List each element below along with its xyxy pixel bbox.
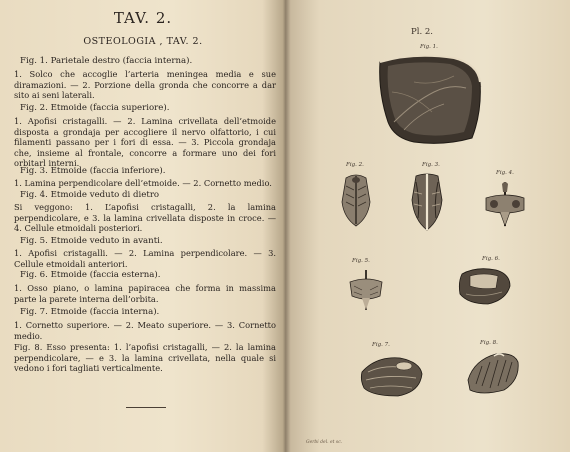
fig8-ethmoid-illustration bbox=[464, 350, 522, 396]
fig1-parietal-illustration bbox=[374, 52, 484, 148]
fig1-marker-1: 1 bbox=[479, 84, 482, 89]
fig1-heading: Fig. 1. Parietale destro (faccia interna). bbox=[20, 56, 193, 66]
fig1-label: Fig. 1. bbox=[420, 44, 438, 50]
fig2-description: 1. Apofisi cristagalli. — 2. Lamina crivellata dell’etmoide disposta a grondaja per accogliere il nervo olfattorio, i cui filamenti passano per i fori di essa. — 3. Piccola grondaja che, insieme al frontale, concorre a formare uno dei fori orbitarl interni. bbox=[14, 116, 276, 169]
fig8-label: Fig. 8. bbox=[480, 340, 498, 346]
fig3-label: Fig. 3. bbox=[422, 162, 440, 168]
fig3-description: 1. Lamina perpendicolare dell’etmoide. — 2. Cornetto medio. bbox=[14, 178, 272, 188]
fig6-heading: Fig. 6. Etmoide (faccia esterna). bbox=[20, 270, 161, 280]
fig6-description: 1. Osso piano, o lamina papiracea che forma in massima parte la parete interna dell’orbita. bbox=[14, 283, 276, 304]
end-rule bbox=[126, 407, 166, 408]
fig7-heading: Fig. 7. Etmoide (faccia interna). bbox=[20, 307, 160, 317]
page-subtitle: OSTEOLOGIA , TAV. 2. bbox=[83, 36, 203, 47]
fig2-label: Fig. 2. bbox=[346, 162, 364, 168]
fig5-description: 1. Apofisi cristagalli. — 2. Lamina perpendicolare. — 3. Cellule etmoidali anteriori. bbox=[14, 248, 276, 269]
fig2-heading: Fig. 2. Etmoide (faccia superiore). bbox=[20, 103, 170, 113]
fig5-ethmoid-anterior-illustration bbox=[346, 268, 386, 312]
fig1-description: 1. Solco che accoglie l’arteria meningea media e sue diramazioni. — 2. Porzione della gronda che concorre a dar sito ai seni laterali. bbox=[14, 69, 276, 101]
fig3-ethmoid-inferior-illustration bbox=[406, 172, 448, 232]
right-page-plate bbox=[286, 0, 570, 452]
fig7-ethmoid-internal-illustration bbox=[358, 352, 426, 400]
fig4-heading: Fig. 4. Etmoide veduto di dietro bbox=[20, 190, 160, 200]
fig3-heading: Fig. 3. Etmoide (faccia inferiore). bbox=[20, 166, 166, 176]
fig8-description: Fig. 8. Esso presenta: 1. l’apofisi cristagalli, — 2. la lamina perpendicolare, — e 3. la lamina crivellata, nella quale si vedono i fori tagliati verticalmente. bbox=[14, 342, 276, 374]
fig7-description: 1. Cornetto superiore. — 2. Meato superiore. — 3. Cornetto medio. bbox=[14, 320, 276, 341]
fig4-description: Si veggono: 1. L’apofisi cristagalli, 2. la lamina perpendicolare, e 3. la lamina crivellata disposte in croce. — 4. Cellule etmoidali posteriori. bbox=[14, 202, 276, 234]
fig5-label: Fig. 5. bbox=[352, 258, 370, 264]
fig2-ethmoid-superior-illustration bbox=[338, 172, 374, 228]
fig4-label: Fig. 4. bbox=[496, 170, 514, 176]
fig7-label: Fig. 7. bbox=[372, 342, 390, 348]
fig6-ethmoid-external-illustration bbox=[456, 264, 514, 308]
plate-label: Pl. 2. bbox=[411, 27, 433, 37]
fig4-ethmoid-posterior-illustration bbox=[482, 180, 528, 228]
fig5-heading: Fig. 5. Etmoide veduto in avanti. bbox=[20, 236, 163, 246]
page-title: TAV. 2. bbox=[113, 9, 173, 27]
fig6-label: Fig. 6. bbox=[482, 256, 500, 262]
engraver-credit: Gerbi del. et sc. bbox=[306, 440, 343, 445]
